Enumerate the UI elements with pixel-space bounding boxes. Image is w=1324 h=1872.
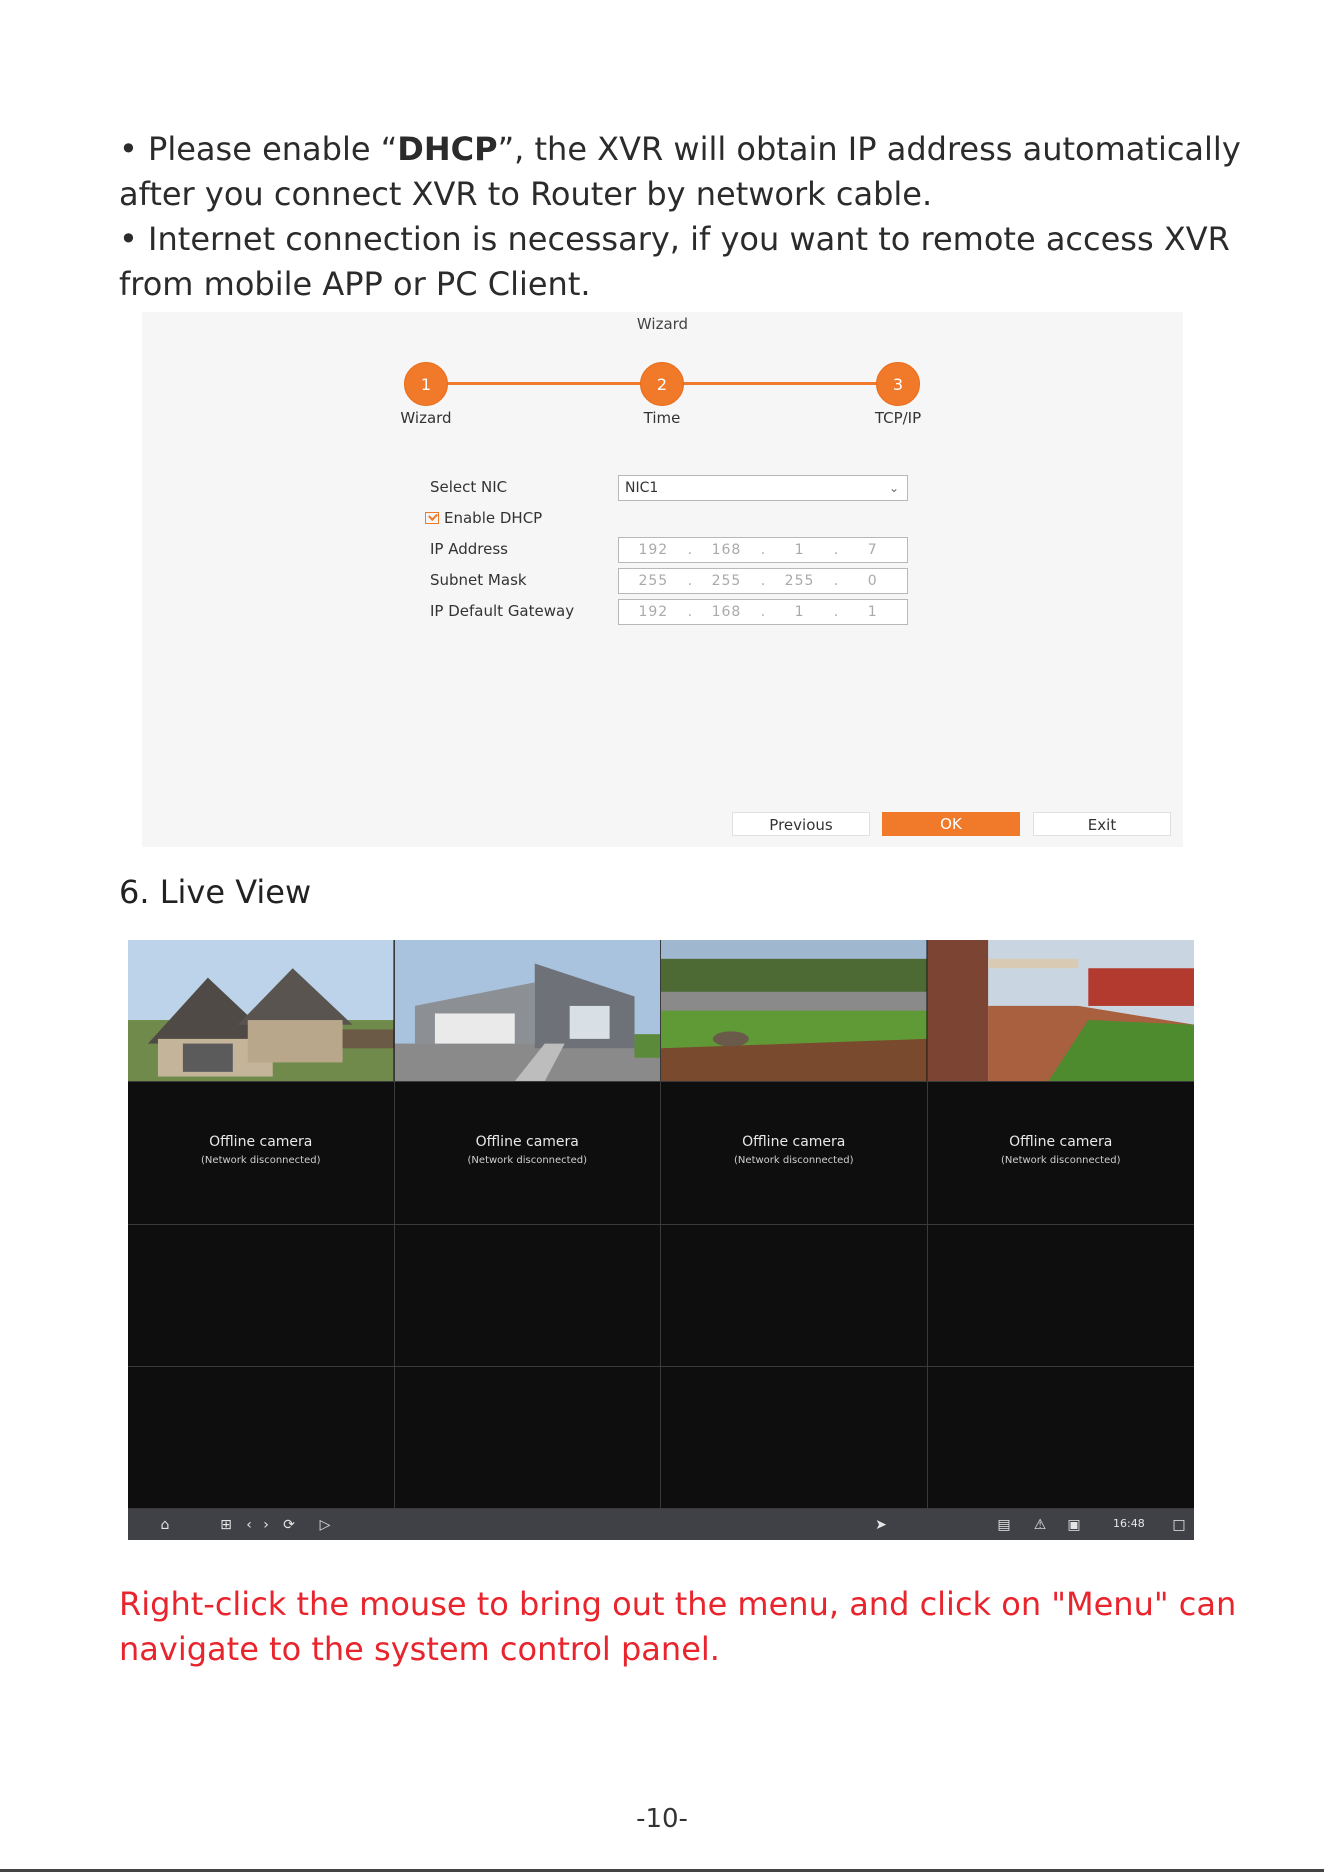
prev-icon[interactable]: ‹ [246, 1517, 252, 1533]
intro-line-1: • Please enable “DHCP”, the XVR will obtain IP address automatically [119, 130, 1241, 168]
offline-status: Offline camera (Network disconnected) [467, 1134, 587, 1167]
step-time[interactable]: 2 Time [602, 362, 722, 427]
camera-tile-13[interactable] [128, 1367, 395, 1509]
camera-tile-8[interactable] [928, 1082, 1195, 1224]
subnet-mask-field[interactable]: 255 . 255 . 255 . 0 [618, 568, 908, 594]
alarm-icon[interactable]: ⚠ [1033, 1517, 1047, 1533]
offline-status: Offline camera (Network disconnected) [201, 1134, 321, 1167]
playback-icon[interactable]: ▷ [319, 1517, 331, 1533]
chevron-down-icon: ⌄ [888, 481, 899, 495]
camera-tile-4[interactable] [928, 940, 1195, 1082]
ip-address-label: IP Address [430, 540, 508, 558]
ok-button[interactable]: OK [882, 812, 1020, 836]
camera-tile-7[interactable] [661, 1082, 928, 1224]
lock-icon[interactable]: □ [1172, 1517, 1186, 1533]
ip-address-field[interactable]: 192 . 168 . 1 . 7 [618, 537, 908, 563]
dhcp-emphasis: DHCP [397, 130, 498, 168]
sequence-icon[interactable]: ⟳ [283, 1517, 295, 1533]
camera-tile-3[interactable] [661, 940, 928, 1082]
gateway-field[interactable]: 192 . 168 . 1 . 1 [618, 599, 908, 625]
checkbox-checked-icon [425, 512, 439, 524]
camera-grid [128, 940, 1194, 1509]
exit-button[interactable]: Exit [1033, 812, 1171, 836]
home-icon[interactable]: ⌂ [160, 1517, 170, 1533]
camera-tile-1[interactable] [128, 940, 395, 1082]
layout-icon[interactable]: ⊞ [220, 1517, 232, 1533]
select-nic-dropdown[interactable]: NIC1 ⌄ [618, 475, 908, 501]
intro-line-3: • Internet connection is necessary, if you want to remote access XVR [119, 220, 1230, 258]
modern-house-camera-image [395, 940, 661, 1081]
section-heading-live-view: 6. Live View [119, 873, 312, 911]
intro-line-2: after you connect XVR to Router by network cable. [119, 175, 933, 213]
page-number: -10- [636, 1804, 688, 1834]
camera-tile-2[interactable] [395, 940, 662, 1082]
camera-tile-11[interactable] [661, 1225, 928, 1367]
note-line-1: Right-click the mouse to bring out the menu, and click on "Menu" can [119, 1585, 1237, 1623]
select-nic-label: Select NIC [430, 478, 508, 496]
wizard-title: Wizard [636, 315, 689, 333]
subnet-mask-label: Subnet Mask [430, 571, 527, 589]
step-tcpip[interactable]: 3 TCP/IP [838, 362, 958, 427]
camera-tile-15[interactable] [661, 1367, 928, 1509]
enable-dhcp-checkbox[interactable]: Enable DHCP [425, 509, 542, 527]
camera-tile-16[interactable] [928, 1367, 1195, 1509]
gateway-label: IP Default Gateway [430, 602, 575, 620]
clock: 16:48 [1113, 1517, 1145, 1530]
camera-tile-6[interactable] [395, 1082, 662, 1224]
previous-button[interactable]: Previous [732, 812, 870, 836]
intro-line-4: from mobile APP or PC Client. [119, 265, 591, 303]
list-icon[interactable]: ▤ [997, 1517, 1011, 1533]
next-icon[interactable]: › [263, 1517, 269, 1533]
cursor-icon: ➤ [875, 1517, 887, 1533]
camera-tile-5[interactable] [128, 1082, 395, 1224]
offline-status: Offline camera (Network disconnected) [734, 1134, 854, 1167]
camera-tile-14[interactable] [395, 1367, 662, 1509]
live-view-screen [128, 940, 1194, 1540]
wizard-steps [402, 362, 922, 432]
house-camera-image [128, 940, 394, 1081]
step-wizard[interactable]: 1 Wizard [366, 362, 486, 427]
backyard-camera-image [661, 940, 927, 1081]
offline-status: Offline camera (Network disconnected) [1001, 1134, 1121, 1167]
camera-tile-9[interactable] [128, 1225, 395, 1367]
live-view-toolbar [128, 1509, 1194, 1540]
wizard-panel [142, 312, 1183, 847]
patio-camera-image [928, 940, 1195, 1081]
monitor-icon[interactable]: ▣ [1067, 1517, 1081, 1533]
note-line-2: navigate to the system control panel. [119, 1630, 720, 1668]
camera-tile-10[interactable] [395, 1225, 662, 1367]
camera-tile-12[interactable] [928, 1225, 1195, 1367]
